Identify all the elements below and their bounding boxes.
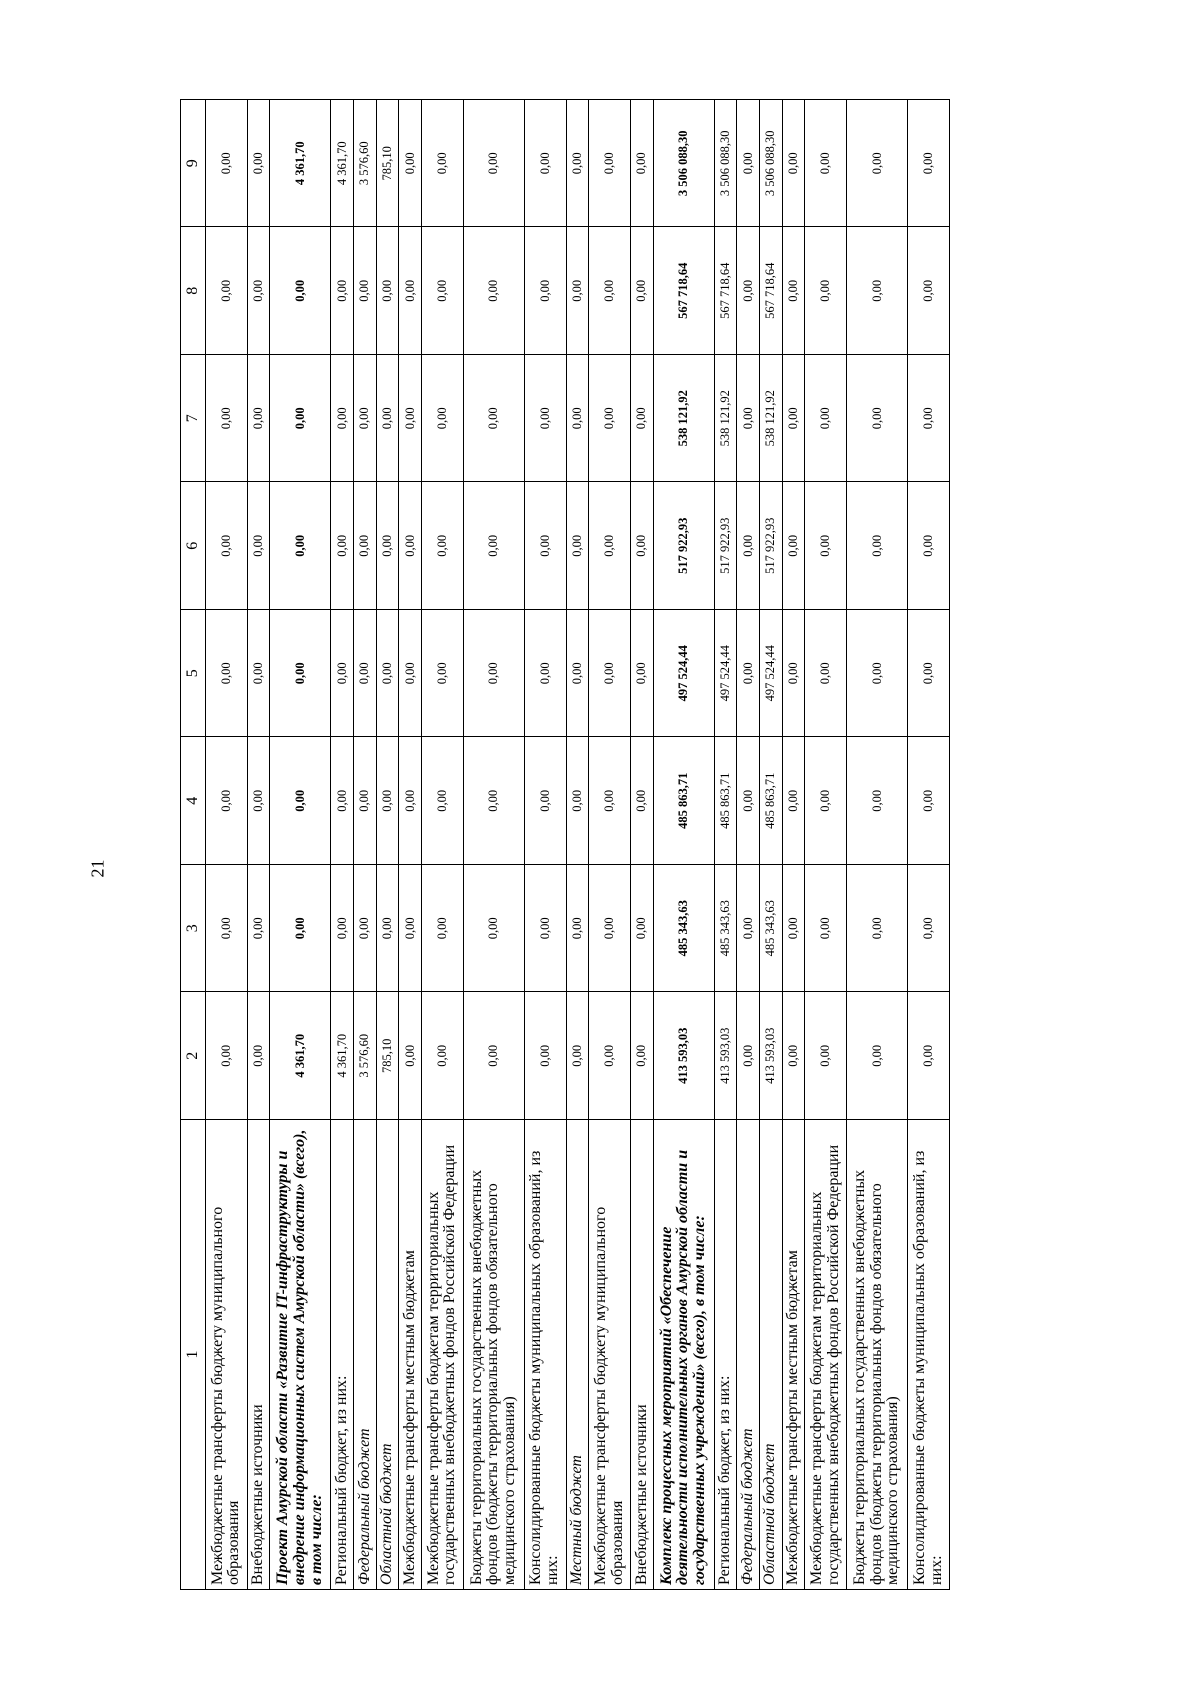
table-row	[759, 100, 782, 1590]
cell-value: 0,00	[247, 737, 270, 865]
cell-value: 0,00	[589, 865, 631, 993]
cell-value: 3 506 088,30	[653, 100, 714, 228]
cell-value: 0,00	[399, 992, 422, 1120]
row-label: Межбюджетные трансферты местным бюджетам	[782, 1120, 805, 1590]
cell-value: 0,00	[631, 100, 654, 228]
cell-value: 0,00	[247, 355, 270, 483]
column-header-2: 2	[181, 992, 206, 1120]
cell-value: 0,00	[463, 100, 524, 228]
cell-value: 0,00	[782, 100, 805, 228]
cell-value: 0,00	[847, 865, 908, 993]
cell-value: 3 576,60	[354, 100, 377, 228]
row-label: Консолидированные бюджеты муниципальных образований, из них:	[908, 1120, 950, 1590]
cell-value: 0,00	[737, 737, 760, 865]
row-label: Межбюджетные трансферты бюджету муниципального образования	[589, 1120, 631, 1590]
column-header-3: 3	[181, 865, 206, 993]
cell-value: 0,00	[247, 610, 270, 738]
cell-value: 0,00	[566, 227, 589, 355]
cell-value: 0,00	[463, 865, 524, 993]
cell-value: 485 863,71	[714, 737, 737, 865]
cell-value: 0,00	[270, 737, 331, 865]
table-header-row	[181, 100, 206, 1590]
cell-value: 0,00	[376, 227, 399, 355]
cell-value: 0,00	[566, 992, 589, 1120]
cell-value: 0,00	[247, 100, 270, 228]
budget-table-container	[180, 100, 950, 1590]
cell-value: 0,00	[908, 610, 950, 738]
cell-value: 0,00	[399, 355, 422, 483]
cell-value: 0,00	[376, 610, 399, 738]
cell-value: 0,00	[782, 482, 805, 610]
cell-value: 0,00	[805, 100, 847, 228]
cell-value: 0,00	[354, 610, 377, 738]
cell-value: 517 922,93	[759, 482, 782, 610]
cell-value: 0,00	[247, 227, 270, 355]
cell-value: 0,00	[737, 992, 760, 1120]
cell-value: 0,00	[737, 355, 760, 483]
table-row	[631, 100, 654, 1590]
cell-value: 0,00	[847, 992, 908, 1120]
cell-value: 0,00	[566, 100, 589, 228]
cell-value: 0,00	[376, 355, 399, 483]
cell-value: 0,00	[847, 610, 908, 738]
cell-value: 0,00	[354, 865, 377, 993]
cell-value: 0,00	[206, 865, 248, 993]
cell-value: 0,00	[782, 610, 805, 738]
cell-value: 497 524,44	[759, 610, 782, 738]
cell-value: 4 361,70	[331, 992, 354, 1120]
cell-value: 0,00	[463, 610, 524, 738]
cell-value: 0,00	[421, 737, 463, 865]
cell-value: 0,00	[331, 865, 354, 993]
cell-value: 0,00	[421, 482, 463, 610]
cell-value: 0,00	[206, 737, 248, 865]
cell-value: 0,00	[805, 482, 847, 610]
cell-value: 497 524,44	[653, 610, 714, 738]
cell-value: 0,00	[421, 227, 463, 355]
cell-value: 485 863,71	[653, 737, 714, 865]
column-header-1: 1	[181, 1120, 206, 1590]
column-header-4: 4	[181, 737, 206, 865]
cell-value: 3 506 088,30	[714, 100, 737, 228]
row-label: Межбюджетные трансферты бюджету муниципального образования	[206, 1120, 248, 1590]
row-label: Межбюджетные трансферты бюджетам территориальных государственных внебюджетных фондов Российской Федерации	[421, 1120, 463, 1590]
row-label: Внебюджетные источники	[631, 1120, 654, 1590]
cell-value: 0,00	[421, 355, 463, 483]
cell-value: 0,00	[908, 737, 950, 865]
row-label: Местный бюджет	[566, 1120, 589, 1590]
column-header-8: 8	[181, 227, 206, 355]
cell-value: 0,00	[421, 865, 463, 993]
cell-value: 538 121,92	[653, 355, 714, 483]
cell-value: 0,00	[737, 865, 760, 993]
table-row	[737, 100, 760, 1590]
cell-value: 0,00	[631, 865, 654, 993]
cell-value: 567 718,64	[653, 227, 714, 355]
cell-value: 4 361,70	[270, 992, 331, 1120]
cell-value: 0,00	[847, 737, 908, 865]
table-row	[589, 100, 631, 1590]
cell-value: 485 343,63	[653, 865, 714, 993]
cell-value: 0,00	[908, 992, 950, 1120]
table-row	[653, 100, 714, 1590]
cell-value: 0,00	[847, 482, 908, 610]
cell-value: 0,00	[847, 355, 908, 483]
cell-value: 0,00	[331, 482, 354, 610]
cell-value: 0,00	[737, 610, 760, 738]
cell-value: 0,00	[589, 100, 631, 228]
cell-value: 0,00	[524, 355, 566, 483]
cell-value: 567 718,64	[759, 227, 782, 355]
cell-value: 0,00	[566, 482, 589, 610]
row-label: Федеральный бюджет	[737, 1120, 760, 1590]
table-body	[206, 100, 950, 1590]
cell-value: 0,00	[331, 737, 354, 865]
table-row	[331, 100, 354, 1590]
cell-value: 4 361,70	[331, 100, 354, 228]
cell-value: 0,00	[631, 737, 654, 865]
cell-value: 0,00	[908, 355, 950, 483]
column-header-5: 5	[181, 610, 206, 738]
cell-value: 413 593,03	[714, 992, 737, 1120]
table-row	[270, 100, 331, 1590]
cell-value: 0,00	[908, 227, 950, 355]
cell-value: 0,00	[354, 355, 377, 483]
table-row	[566, 100, 589, 1590]
cell-value: 3 576,60	[354, 992, 377, 1120]
table-row	[782, 100, 805, 1590]
cell-value: 0,00	[589, 992, 631, 1120]
cell-value: 485 343,63	[759, 865, 782, 993]
cell-value: 0,00	[805, 737, 847, 865]
cell-value: 0,00	[737, 227, 760, 355]
cell-value: 0,00	[805, 865, 847, 993]
cell-value: 0,00	[589, 610, 631, 738]
cell-value: 0,00	[908, 482, 950, 610]
cell-value: 0,00	[206, 227, 248, 355]
cell-value: 413 593,03	[653, 992, 714, 1120]
cell-value: 0,00	[399, 100, 422, 228]
cell-value: 0,00	[782, 227, 805, 355]
table-row	[847, 100, 908, 1590]
cell-value: 0,00	[566, 610, 589, 738]
table-row	[908, 100, 950, 1590]
cell-value: 0,00	[524, 100, 566, 228]
cell-value: 0,00	[354, 227, 377, 355]
cell-value: 0,00	[805, 610, 847, 738]
cell-value: 0,00	[206, 355, 248, 483]
cell-value: 0,00	[737, 100, 760, 228]
cell-value: 0,00	[782, 992, 805, 1120]
cell-value: 538 121,92	[714, 355, 737, 483]
cell-value: 785,10	[376, 100, 399, 228]
cell-value: 0,00	[782, 865, 805, 993]
cell-value: 0,00	[524, 865, 566, 993]
cell-value: 0,00	[524, 992, 566, 1120]
table-row	[714, 100, 737, 1590]
cell-value: 0,00	[805, 992, 847, 1120]
cell-value: 0,00	[805, 355, 847, 483]
table-row	[376, 100, 399, 1590]
cell-value: 0,00	[631, 610, 654, 738]
cell-value: 0,00	[376, 482, 399, 610]
cell-value: 0,00	[331, 355, 354, 483]
cell-value: 0,00	[566, 737, 589, 865]
row-label: Консолидированные бюджеты муниципальных образований, из них:	[524, 1120, 566, 1590]
row-label: Региональный бюджет, из них:	[331, 1120, 354, 1590]
cell-value: 0,00	[847, 100, 908, 228]
table-row	[206, 100, 248, 1590]
page-number: 21	[87, 859, 108, 878]
cell-value: 0,00	[589, 737, 631, 865]
cell-value: 0,00	[463, 737, 524, 865]
cell-value: 0,00	[463, 355, 524, 483]
cell-value: 0,00	[206, 992, 248, 1120]
cell-value: 517 922,93	[714, 482, 737, 610]
table-row	[247, 100, 270, 1590]
cell-value: 0,00	[270, 227, 331, 355]
table-row	[399, 100, 422, 1590]
cell-value: 0,00	[376, 737, 399, 865]
row-label: Областной бюджет	[376, 1120, 399, 1590]
table-row	[805, 100, 847, 1590]
cell-value: 0,00	[399, 482, 422, 610]
row-label: Областной бюджет	[759, 1120, 782, 1590]
cell-value: 0,00	[524, 227, 566, 355]
cell-value: 0,00	[566, 865, 589, 993]
cell-value: 0,00	[524, 737, 566, 865]
cell-value: 4 361,70	[270, 100, 331, 228]
cell-value: 0,00	[270, 355, 331, 483]
cell-value: 517 922,93	[653, 482, 714, 610]
cell-value: 0,00	[247, 865, 270, 993]
cell-value: 538 121,92	[759, 355, 782, 483]
cell-value: 0,00	[399, 227, 422, 355]
cell-value: 0,00	[206, 610, 248, 738]
table-row	[463, 100, 524, 1590]
cell-value: 0,00	[589, 227, 631, 355]
cell-value: 0,00	[399, 610, 422, 738]
cell-value: 0,00	[908, 865, 950, 993]
cell-value: 785,10	[376, 992, 399, 1120]
cell-value: 0,00	[782, 355, 805, 483]
cell-value: 0,00	[247, 992, 270, 1120]
row-label: Комплекс процессных мероприятий «Обеспечение деятельности исполнительных органов Амурской области и государственных учреждений» (всего), в том числе:	[653, 1120, 714, 1590]
budget-table	[180, 99, 950, 1590]
row-label: Бюджеты территориальных государственных внебюджетных фондов (бюджеты территориальных фондов обязательного медицинского страхования)	[463, 1120, 524, 1590]
cell-value: 485 343,63	[714, 865, 737, 993]
cell-value: 0,00	[270, 865, 331, 993]
cell-value: 0,00	[908, 100, 950, 228]
cell-value: 0,00	[421, 100, 463, 228]
table-row	[524, 100, 566, 1590]
cell-value: 0,00	[421, 610, 463, 738]
cell-value: 567 718,64	[714, 227, 737, 355]
row-label: Внебюджетные источники	[247, 1120, 270, 1590]
cell-value: 0,00	[331, 610, 354, 738]
cell-value: 0,00	[631, 482, 654, 610]
row-label: Региональный бюджет, из них:	[714, 1120, 737, 1590]
row-label: Межбюджетные трансферты бюджетам территориальных государственных внебюджетных фондов Российской Федерации	[805, 1120, 847, 1590]
row-label: Проект Амурской области «Развитие IT-инфраструктуры и внедрение информационных систем Амурской области» (всего), в том числе:	[270, 1120, 331, 1590]
cell-value: 0,00	[270, 610, 331, 738]
cell-value: 0,00	[589, 355, 631, 483]
cell-value: 0,00	[847, 227, 908, 355]
cell-value: 0,00	[463, 227, 524, 355]
cell-value: 0,00	[566, 355, 589, 483]
cell-value: 0,00	[399, 737, 422, 865]
cell-value: 0,00	[331, 227, 354, 355]
rotated-table-frame	[180, 100, 950, 1590]
cell-value: 0,00	[737, 482, 760, 610]
cell-value: 0,00	[270, 482, 331, 610]
cell-value: 0,00	[805, 227, 847, 355]
cell-value: 0,00	[524, 482, 566, 610]
column-header-7: 7	[181, 355, 206, 483]
table-row	[421, 100, 463, 1590]
cell-value: 0,00	[782, 737, 805, 865]
cell-value: 0,00	[631, 355, 654, 483]
cell-value: 3 506 088,30	[759, 100, 782, 228]
cell-value: 0,00	[206, 482, 248, 610]
cell-value: 0,00	[247, 482, 270, 610]
row-label: Межбюджетные трансферты местным бюджетам	[399, 1120, 422, 1590]
cell-value: 0,00	[206, 100, 248, 228]
cell-value: 0,00	[376, 865, 399, 993]
cell-value: 0,00	[631, 227, 654, 355]
cell-value: 0,00	[421, 992, 463, 1120]
cell-value: 0,00	[524, 610, 566, 738]
row-label: Федеральный бюджет	[354, 1120, 377, 1590]
cell-value: 497 524,44	[714, 610, 737, 738]
table-row	[354, 100, 377, 1590]
cell-value: 0,00	[399, 865, 422, 993]
cell-value: 413 593,03	[759, 992, 782, 1120]
row-label: Бюджеты территориальных государственных внебюджетных фондов (бюджеты территориальных фондов обязательного медицинского страхования)	[847, 1120, 908, 1590]
cell-value: 0,00	[354, 737, 377, 865]
cell-value: 0,00	[589, 482, 631, 610]
cell-value: 0,00	[631, 992, 654, 1120]
cell-value: 485 863,71	[759, 737, 782, 865]
column-header-9: 9	[181, 100, 206, 228]
cell-value: 0,00	[463, 992, 524, 1120]
cell-value: 0,00	[463, 482, 524, 610]
column-header-6: 6	[181, 482, 206, 610]
cell-value: 0,00	[354, 482, 377, 610]
